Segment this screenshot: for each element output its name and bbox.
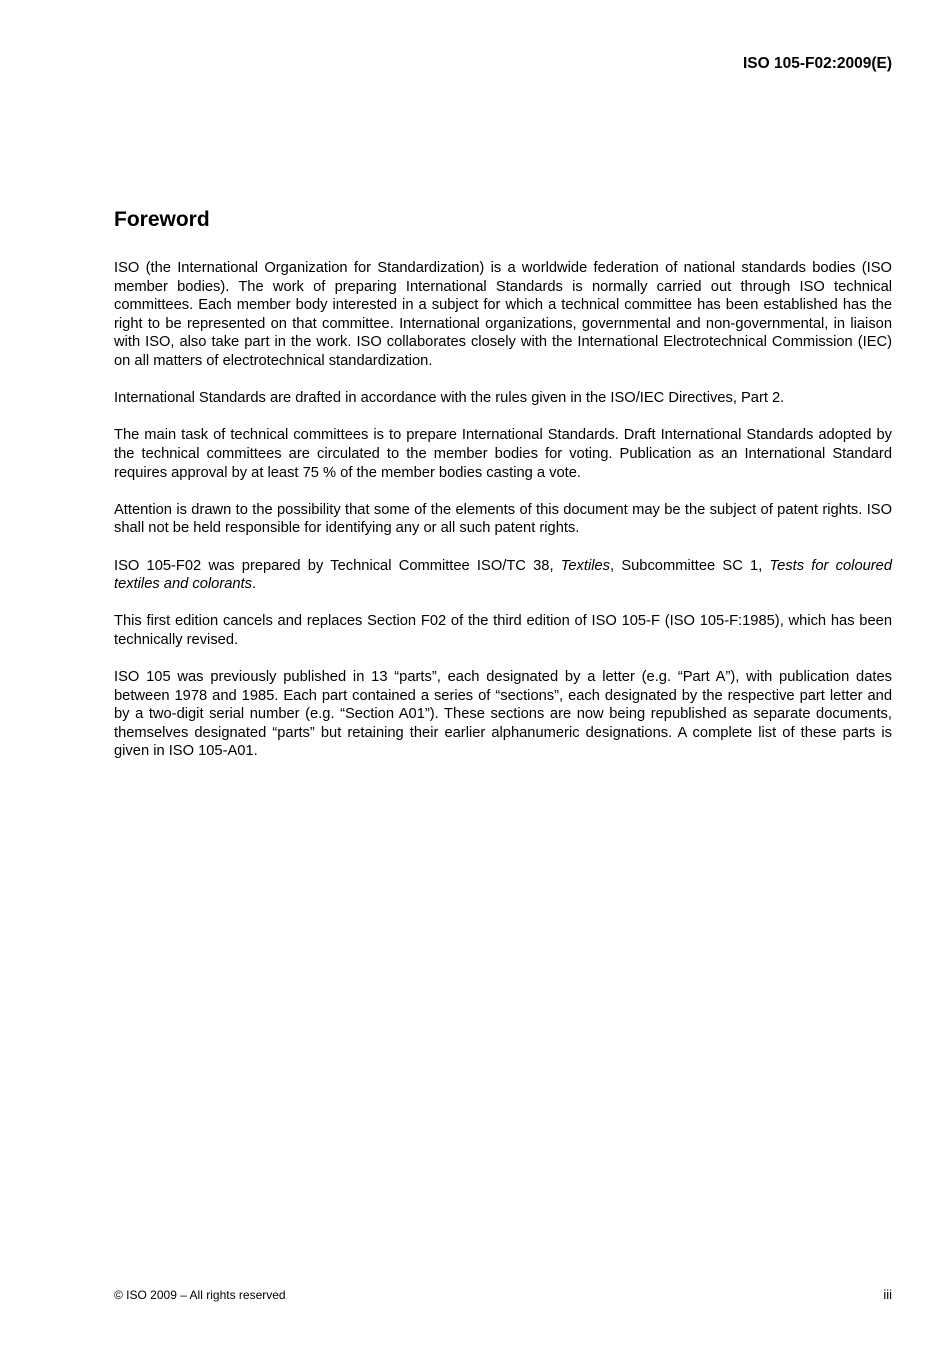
page-title: Foreword [114,208,210,231]
paragraph-7: ISO 105 was previously published in 13 “parts”, each designated by a letter (e.g. “Part A”), with publication dates between 1978 and 1985. Each part contained a series of “sections”, each designated by the respective part letter and by a two-digit serial number (e.g. “Section A01”). These sections are now being republished as separate documents, themselves designated “parts” but retaining their earlier alphanumeric designations. A complete list of these parts is given in ISO 105-A01. [114,669,892,760]
paragraph-4: Attention is drawn to the possibility that some of the elements of this document may be the subject of patent rights. ISO shall not be held responsible for identifying any or all such patent rights. [114,501,892,537]
paragraph-3: The main task of technical committees is to prepare International Standards. Draft International Standards adopted by the technical committees are circulated to the member bodies for voting. Publication as an International Standard requires approval by at least 75 % of the member bodies casting a vote. [114,427,892,481]
page-number: iii [883,1287,892,1302]
paragraph-5-text: , Subcommittee SC 1, [610,557,770,574]
paragraph-6: This first edition cancels and replaces Section F02 of the third edition of ISO 105-F (ISO 105-F:1985), which has been technically revised. [114,613,892,648]
paragraph-1: ISO (the International Organization for Standardization) is a worldwide federation of national standards bodies (ISO member bodies). The work of preparing International Standards is normally carried out through ISO technical committees. Each member body interested in a subject for which a technical committee has been established has the right to be represented on that committee. International organizations, governmental and non-governmental, in liaison with ISO, also take part in the work. ISO collaborates closely with the International Electrotechnical Commission (IEC) on all matters of electrotechnical standardization. [114,260,892,369]
paragraph-5 [114,557,892,594]
paragraph-5-text: . [251,576,257,593]
copyright-notice: © ISO 2009 – All rights reserved [114,1288,286,1302]
document-id: ISO 105-F02:2009(E) [742,55,892,72]
paragraph-2: International Standards are drafted in accordance with the rules given in the ISO/IEC Directives, Part 2. [114,390,785,407]
subcommittee-name: Tests for coloured textiles and colorants [114,557,893,593]
committee-name: Textiles [560,557,611,574]
paragraph-5-text: ISO 105-F02 was prepared by Technical Committee ISO/TC 38, [114,557,561,574]
foreword-body [114,259,892,761]
